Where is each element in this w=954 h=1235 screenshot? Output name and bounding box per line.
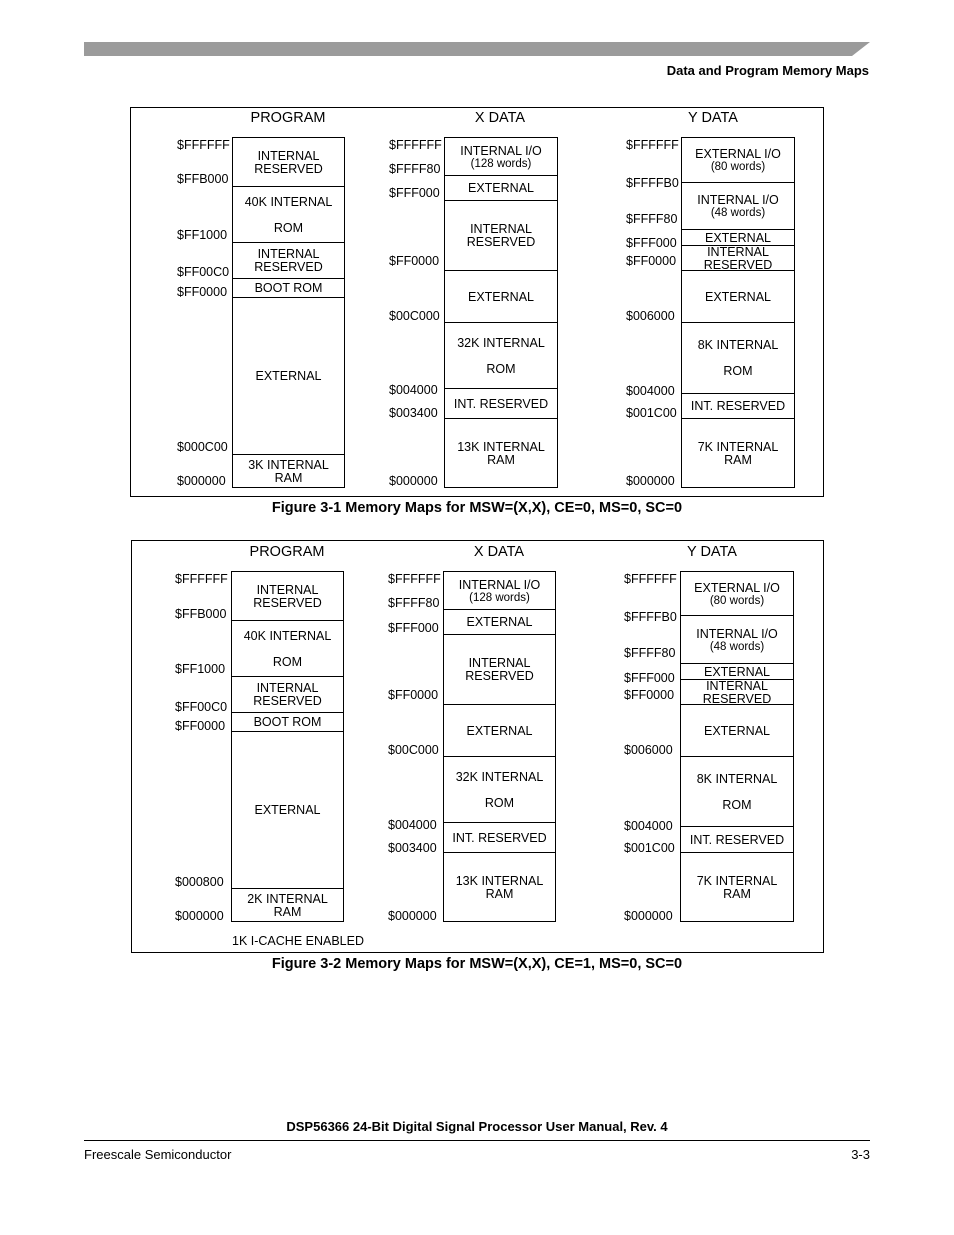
address-label: $001C00 — [626, 406, 677, 420]
memory-segment — [233, 138, 344, 187]
segment-label: RAM — [274, 471, 303, 485]
segment-label: BOOT ROM — [254, 281, 323, 295]
address-label: $FFFFB0 — [626, 176, 679, 190]
segment-label: 40K INTERNAL — [244, 194, 333, 209]
address-label: $000000 — [624, 909, 673, 923]
memory-map-box — [443, 571, 556, 922]
address-label: $004000 — [626, 384, 675, 398]
segment-label: INTERNAL — [470, 222, 532, 236]
segment-label: EXTERNAL — [704, 664, 770, 679]
segment-label: EXTERNAL — [254, 803, 321, 817]
segment-label: RAM — [487, 453, 515, 467]
segment-label: INTERNAL — [468, 656, 531, 670]
segment-label: INTERNAL I/O — [696, 626, 778, 641]
memory-segment — [444, 609, 555, 635]
memory-segment — [233, 278, 344, 298]
segment-label: RESERVED — [465, 669, 534, 683]
segment-label: RAM — [723, 887, 751, 901]
segment-label: EXTERNAL I/O — [695, 147, 781, 161]
memory-segment — [445, 322, 557, 389]
segment-label: RESERVED — [703, 257, 773, 272]
memory-map-box — [680, 571, 794, 922]
segment-label: 8K INTERNAL — [696, 771, 778, 786]
memory-segment — [444, 756, 555, 823]
memory-map-box — [232, 137, 345, 488]
memory-segment — [233, 186, 344, 243]
memory-segment — [232, 676, 343, 713]
segment-label: 32K INTERNAL — [455, 769, 544, 784]
memory-segment — [681, 704, 793, 757]
memory-segment — [682, 138, 794, 183]
memory-segment — [682, 322, 794, 394]
address-label: $006000 — [624, 743, 673, 757]
memory-segment — [233, 242, 344, 279]
address-label: $FFFFFF — [177, 138, 230, 152]
segment-label: ROM — [486, 361, 516, 376]
segment-label: INTERNAL — [256, 582, 319, 597]
segment-label: ROM — [273, 220, 304, 235]
memory-segment — [445, 175, 557, 201]
address-label: $FFFFB0 — [624, 610, 677, 624]
address-label: $FFB000 — [175, 607, 227, 621]
segment-label: 13K INTERNAL — [455, 874, 544, 888]
segment-label: INTERNAL I/O — [697, 193, 779, 207]
segment-label: 2K INTERNAL — [247, 892, 328, 906]
segment-label: EXTERNAL — [466, 723, 533, 738]
memory-segment — [444, 572, 555, 610]
segment-label: EXTERNAL — [705, 289, 771, 304]
memory-segment — [232, 731, 343, 889]
address-label: $FFFFFF — [388, 572, 441, 586]
address-label: $FFFF80 — [624, 646, 676, 660]
segment-label: INTERNAL — [706, 678, 768, 693]
segment-label: BOOT ROM — [253, 715, 322, 729]
segment-label: RESERVED — [253, 595, 322, 610]
address-label: $FF1000 — [177, 228, 228, 242]
address-label: $FF00C0 — [175, 700, 228, 714]
memory-map-box — [231, 571, 344, 922]
segment-sublabel: (128 words) — [470, 157, 532, 170]
address-label: $FFFFFF — [624, 572, 677, 586]
address-label: $FFF000 — [389, 186, 440, 200]
address-label: $FFF000 — [388, 621, 439, 635]
segment-label: INTERNAL — [707, 244, 769, 259]
segment-label: RESERVED — [702, 691, 772, 706]
memory-segment — [681, 679, 793, 705]
address-label: $FF1000 — [175, 662, 226, 676]
segment-label: RAM — [273, 905, 302, 919]
memory-segment — [444, 852, 555, 923]
segment-label: INTERNAL I/O — [460, 143, 542, 158]
segment-label — [286, 643, 289, 656]
address-label: $FF00C0 — [177, 265, 230, 279]
memory-segment — [681, 663, 793, 680]
segment-label: 32K INTERNAL — [457, 335, 545, 350]
memory-map-title: PROGRAM — [250, 110, 326, 126]
address-label: $FFFFFF — [389, 138, 442, 152]
memory-segment — [682, 270, 794, 323]
figure-note: 1K I-CACHE ENABLED — [232, 934, 364, 948]
address-label: $004000 — [624, 819, 673, 833]
memory-segment — [444, 822, 555, 853]
segment-label: INTERNAL — [257, 247, 320, 261]
segment-label: INT. RESERVED — [690, 399, 786, 413]
memory-segment — [232, 620, 343, 677]
memory-segment — [681, 572, 793, 616]
segment-sublabel: (128 words) — [469, 591, 530, 604]
memory-map-title: X DATA — [474, 110, 526, 126]
address-label: $000800 — [175, 875, 224, 889]
segment-label — [735, 786, 738, 799]
segment-sublabel: (48 words) — [709, 640, 765, 653]
memory-segment — [445, 270, 557, 323]
segment-label: EXTERNAL — [705, 230, 771, 245]
segment-label: EXTERNAL — [466, 615, 533, 629]
segment-label: 3K INTERNAL — [248, 458, 329, 472]
address-label: $000000 — [177, 474, 226, 488]
segment-label: RAM — [724, 453, 752, 467]
segment-label: ROM — [722, 797, 752, 812]
segment-label: RESERVED — [254, 260, 323, 274]
address-label: $FF0000 — [175, 719, 226, 733]
footer-rule — [84, 1140, 870, 1141]
memory-segment — [682, 182, 794, 230]
memory-map-title: X DATA — [473, 544, 525, 560]
memory-segment — [682, 418, 794, 489]
segment-label: INTERNAL I/O — [458, 577, 541, 592]
segment-sublabel: (80 words) — [709, 594, 765, 607]
page-number: 3-3 — [851, 1147, 870, 1162]
segment-label — [287, 209, 290, 222]
address-label: $000C00 — [177, 440, 228, 454]
segment-label: EXTERNAL — [255, 369, 322, 383]
segment-label: RESERVED — [254, 161, 323, 176]
address-label: $003400 — [388, 841, 437, 855]
memory-map-box — [681, 137, 795, 488]
address-label: $FFB000 — [177, 172, 229, 186]
segment-label: ROM — [484, 795, 515, 810]
segment-label: INTERNAL — [256, 681, 319, 695]
memory-segment — [681, 756, 793, 827]
segment-label: EXTERNAL — [704, 723, 770, 738]
segment-label: RESERVED — [466, 235, 536, 249]
memory-segment — [445, 138, 557, 176]
memory-map-title: Y DATA — [687, 544, 737, 560]
memory-segment — [445, 418, 557, 489]
address-label: $FF0000 — [389, 254, 440, 268]
figure-caption: Figure 3-2 Memory Maps for MSW=(X,X), CE=1, MS=0, SC=0 — [271, 956, 683, 972]
address-label: $00C000 — [388, 743, 439, 757]
memory-map-title: Y DATA — [688, 110, 738, 126]
memory-segment — [682, 393, 794, 419]
memory-segment — [233, 297, 344, 455]
address-label: $000000 — [626, 474, 675, 488]
address-label: $00C000 — [389, 309, 440, 323]
memory-segment — [232, 712, 343, 732]
address-label: $FF0000 — [624, 688, 675, 702]
memory-segment — [232, 572, 343, 621]
segment-label: EXTERNAL I/O — [694, 580, 780, 595]
address-label: $FFF000 — [624, 671, 675, 685]
memory-segment — [445, 200, 557, 271]
memory-segment — [681, 615, 793, 664]
segment-label: EXTERNAL — [468, 181, 534, 195]
memory-segment — [681, 826, 793, 853]
memory-segment — [682, 245, 794, 271]
segment-label: RAM — [485, 887, 514, 901]
segment-label: ROM — [272, 654, 303, 669]
memory-map-title: PROGRAM — [249, 544, 325, 560]
segment-sublabel: (80 words) — [710, 161, 766, 173]
segment-label: 7K INTERNAL — [696, 874, 778, 888]
address-label: $004000 — [389, 383, 438, 397]
segment-label: INT. RESERVED — [453, 396, 549, 411]
memory-segment — [233, 454, 344, 489]
header-bar — [84, 42, 870, 56]
address-label: $FFFF80 — [388, 596, 440, 610]
company-name: Freescale Semiconductor — [84, 1147, 232, 1162]
address-label: $004000 — [388, 818, 437, 832]
memory-segment — [682, 229, 794, 246]
segment-label: 8K INTERNAL — [697, 338, 779, 352]
address-label: $FFFFFF — [626, 138, 679, 152]
segment-label: INT. RESERVED — [452, 830, 547, 845]
segment-label: 7K INTERNAL — [697, 440, 779, 454]
memory-segment — [444, 634, 555, 705]
memory-segment — [444, 704, 555, 757]
address-label: $000000 — [388, 909, 437, 923]
address-label: $000000 — [389, 474, 438, 488]
address-label: $006000 — [626, 309, 675, 323]
memory-map-box — [444, 137, 558, 488]
segment-label: 40K INTERNAL — [243, 628, 332, 643]
figure-caption: Figure 3-1 Memory Maps for MSW=(X,X), CE=0, MS=0, SC=0 — [271, 500, 683, 516]
segment-label: INT. RESERVED — [689, 832, 785, 847]
segment-label — [498, 784, 501, 797]
segment-sublabel: (48 words) — [710, 207, 766, 219]
address-label: $FF0000 — [388, 688, 439, 702]
segment-label — [499, 350, 502, 363]
address-label: $FFFF80 — [626, 212, 678, 226]
address-label: $FF0000 — [626, 254, 677, 268]
address-label: $FFFF80 — [389, 162, 441, 176]
address-label: $000000 — [175, 909, 224, 923]
segment-label: RESERVED — [253, 694, 322, 708]
manual-title: DSP56366 24-Bit Digital Signal Processor User Manual, Rev. 4 — [286, 1119, 668, 1134]
segment-label: ROM — [723, 364, 753, 378]
address-label: $FF0000 — [177, 285, 228, 299]
segment-label: EXTERNAL — [468, 289, 534, 304]
address-label: $FFFFFF — [175, 572, 228, 586]
segment-label: INTERNAL — [257, 148, 320, 163]
memory-segment — [445, 388, 557, 419]
section-title: Data and Program Memory Maps — [666, 63, 869, 78]
address-label: $003400 — [389, 406, 438, 420]
segment-label: 13K INTERNAL — [457, 440, 545, 454]
address-label: $FFF000 — [626, 236, 677, 250]
memory-segment — [681, 852, 793, 923]
memory-segment — [232, 888, 343, 923]
address-label: $001C00 — [624, 841, 675, 855]
